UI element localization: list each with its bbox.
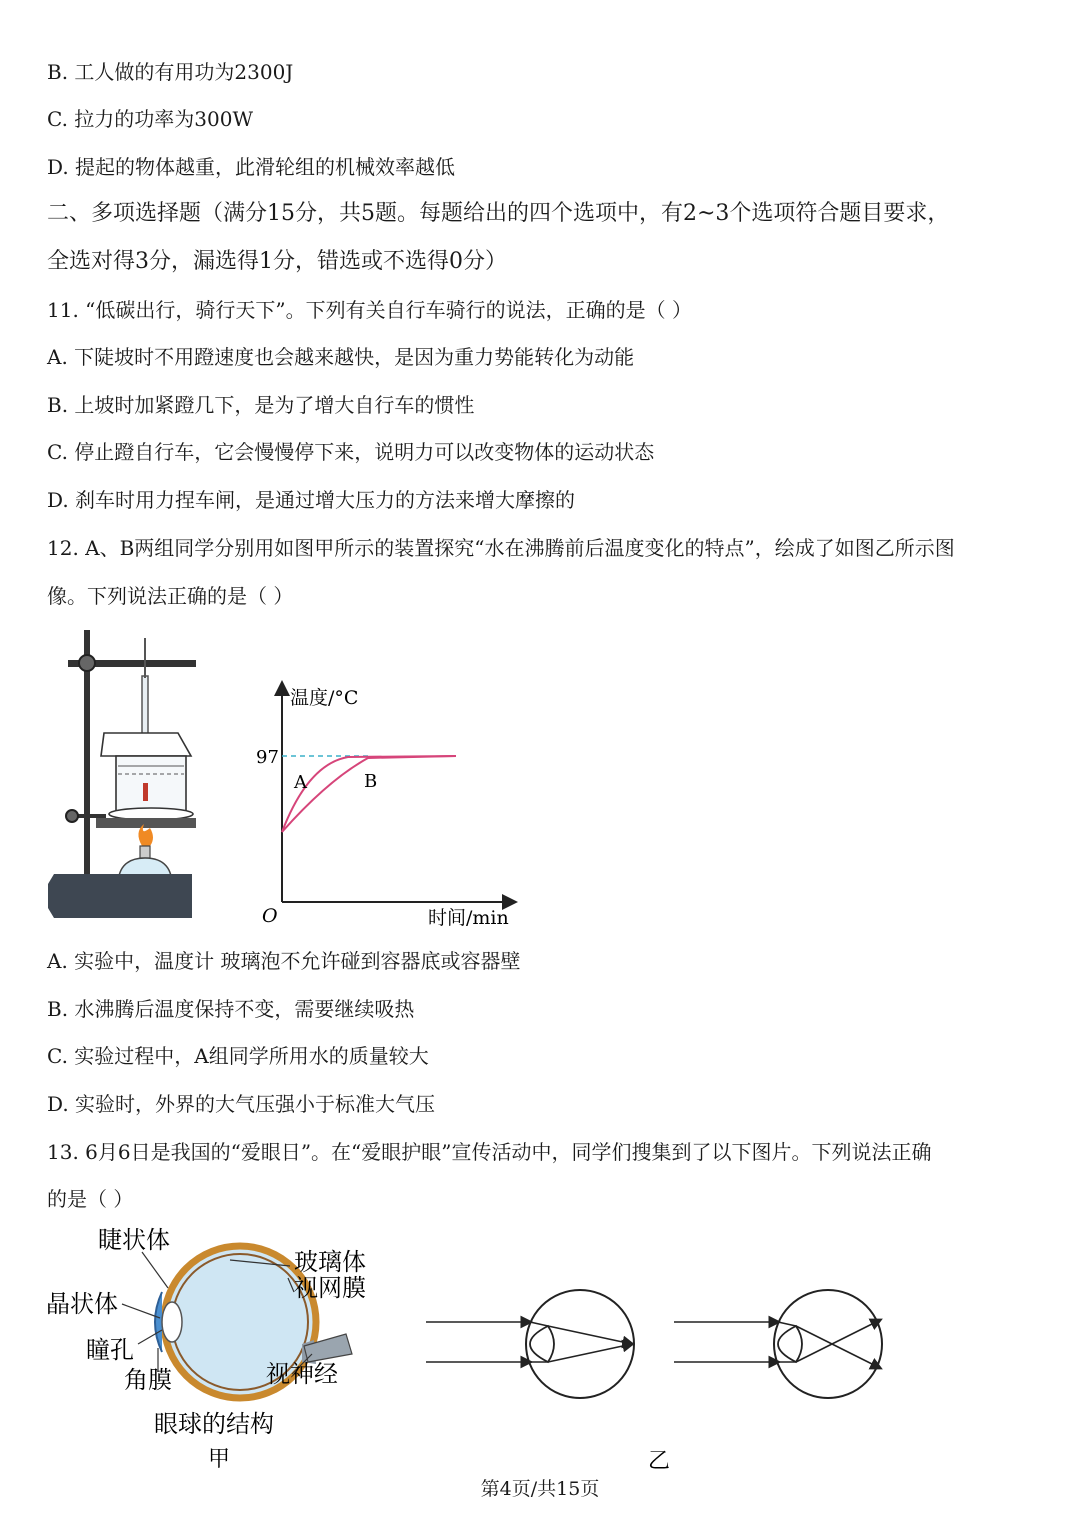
q10-option-d: D. 提起的物体越重，此滑轮组的机械效率越低: [47, 155, 456, 179]
wire-gauze: [96, 818, 196, 828]
clamp-screw: [79, 655, 95, 671]
eye-figure-caption: 眼球的结构: [154, 1410, 274, 1438]
eye-focus-diagrams: [420, 1282, 900, 1478]
stand-base: [48, 874, 192, 918]
q12-stem-cont: 像。下列说法正确的是（ ）: [47, 584, 294, 608]
label-lens: 晶状体: [46, 1290, 118, 1318]
q11-option-a: A. 下陡坡时不用蹬速度也会越来越快，是因为重力势能转化为动能: [47, 345, 635, 369]
eyeball-structure-figure: [40, 1222, 390, 1472]
q10-option-b: B. 工人做的有用功为2300J: [47, 60, 294, 84]
thermometer: [142, 676, 148, 736]
q12-option-c: C. 实验过程中，A组同学所用水的质量较大: [47, 1044, 429, 1068]
focus-diagram-left: [426, 1290, 634, 1398]
lens: [162, 1302, 182, 1342]
q13-stem-cont: 的是（ ）: [47, 1187, 134, 1211]
figure-label-jia: 甲: [208, 1447, 231, 1472]
focus-diagram-right: [674, 1290, 882, 1398]
label-vitreous: 玻璃体: [294, 1248, 366, 1276]
q10-option-c: C. 拉力的功率为300W: [47, 107, 254, 131]
label-cornea: 角膜: [124, 1366, 172, 1394]
label-ciliary-body: 睫状体: [98, 1226, 170, 1254]
curve-a-label: A: [294, 772, 307, 793]
label-optic-nerve: 视神经: [266, 1360, 338, 1388]
section2-heading: 二、多项选择题（满分15分，共5题。每题给出的四个选项中，有2~3个选项符合题目要求，: [47, 201, 950, 226]
q11-option-b: B. 上坡时加紧蹬几下，是为了增大自行车的惯性: [47, 393, 475, 417]
label-retina: 视网膜: [294, 1274, 366, 1302]
label-pupil: 瞳孔: [86, 1336, 134, 1364]
figure-label-yi: 乙: [648, 1449, 671, 1474]
q11-option-d: D. 刹车时用力捏车闸，是通过增大压力的方法来增大摩擦的: [47, 488, 576, 512]
curve-b-label: B: [364, 771, 378, 792]
thermometer-bulb: [143, 783, 148, 801]
page-footer: 第4页/共15页: [480, 1478, 600, 1500]
x-axis-label: 时间/min: [428, 907, 509, 929]
q12-stem: 12. A、B两组同学分别用如图甲所示的装置探究“水在沸腾前后温度变化的特点”，绘成了如图乙所示图: [47, 536, 955, 560]
q12-option-d: D. 实验时，外界的大气压强小于标准大气压: [47, 1092, 436, 1116]
cornea: [155, 1292, 162, 1352]
origin-label: O: [262, 905, 278, 927]
q12-option-b: B. 水沸腾后温度保持不变，需要继续吸热: [47, 997, 415, 1021]
q13-stem: 13. 6月6日是我国的“爱眼日”。在“爱眼护眼”宣传活动中，同学们搜集到了以下图片。下列说法正确: [47, 1140, 932, 1164]
section2-heading-cont: 全选对得3分，漏选得1分，错选或不选得0分）: [47, 249, 507, 274]
q11-stem: 11. “低碳出行，骑行天下”。下列有关自行车骑行的说法，正确的是（ ）: [47, 298, 692, 322]
cardboard-lid: [101, 733, 191, 756]
temperature-time-graph: [248, 680, 520, 930]
boiling-apparatus-figure: [46, 628, 206, 920]
curve-a-line: [282, 756, 456, 832]
q12-option-a: A. 实验中，温度计 玻璃泡不允许碰到容器底或容器壁: [47, 949, 521, 973]
curve-b-line: [282, 756, 456, 832]
y-axis-label: 温度/°C: [290, 687, 359, 709]
beaker: [116, 756, 186, 812]
y-tick-97: 97: [256, 747, 279, 768]
q11-option-c: C. 停止蹬自行车，它会慢慢停下来，说明力可以改变物体的运动状态: [47, 440, 655, 464]
